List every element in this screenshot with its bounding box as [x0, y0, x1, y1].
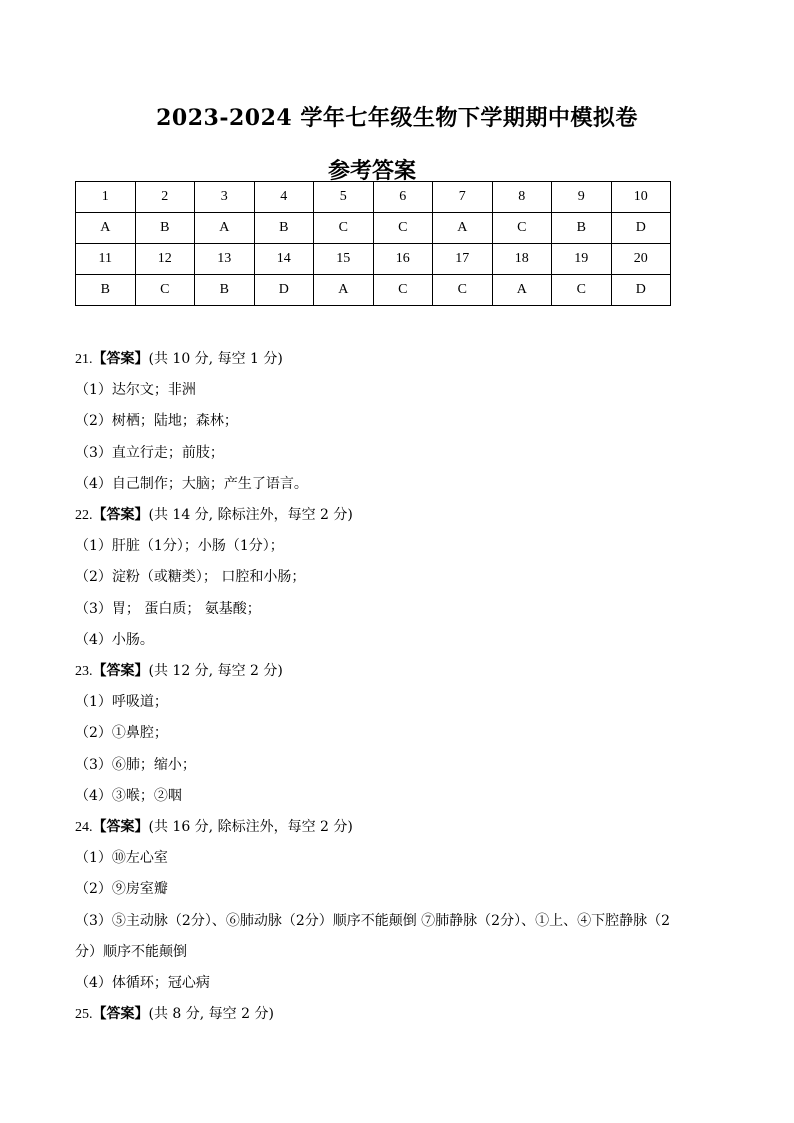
answer-letter-cell: C — [552, 275, 612, 306]
question-number-cell: 1 — [76, 182, 136, 213]
page-title: 2023-2024 学年七年级生物下学期期中模拟卷 — [156, 105, 638, 131]
answer-letter-cell: A — [433, 213, 493, 244]
answer-letter-cell: C — [314, 213, 374, 244]
question-tag: 【答案】 — [92, 663, 149, 680]
question-number-cell: 2 — [135, 182, 195, 213]
answer-letter-cell: A — [492, 275, 552, 306]
answer-line: （2）淀粉（或糖类）； 口腔和小肠； — [75, 569, 306, 586]
answer-letter-cell: A — [314, 275, 374, 306]
answer-line: （1）呼吸道； — [75, 694, 168, 711]
answer-line: （4）小肠。 — [75, 631, 154, 648]
answer-letter-cell: B — [254, 213, 314, 244]
question-note: (共 10 分, 每空 1 分) — [148, 351, 283, 367]
answer-table — [75, 181, 671, 306]
answer-line: （4）③喉；②咽 — [75, 787, 182, 804]
question-header — [75, 812, 675, 843]
question-number-cell: 16 — [373, 244, 433, 275]
question-number-cell: 3 — [195, 182, 255, 213]
answer-letter-cell: D — [611, 275, 671, 306]
question-number-cell: 18 — [492, 244, 552, 275]
question-header — [75, 500, 675, 531]
question-tag: 【答案】 — [92, 351, 149, 367]
answer-line: （4）体循环；冠心病 — [75, 975, 210, 992]
answer-letter-cell: C — [373, 275, 433, 306]
answer-letter-cell: C — [492, 213, 552, 244]
answer-letter-cell: C — [433, 275, 493, 306]
answer-letter-cell: A — [195, 213, 255, 244]
question-header — [75, 656, 675, 687]
question-number-row — [76, 244, 671, 275]
answer-line: （4）自己制作；大脑；产生了语言。 — [75, 475, 308, 492]
question-num: 24. — [75, 820, 93, 836]
question-note: (共 8 分, 每空 2 分) — [148, 1006, 274, 1023]
answer-letter-cell: A — [76, 213, 136, 244]
question-number-cell: 13 — [195, 244, 255, 275]
question-note: (共 12 分, 每空 2 分) — [148, 663, 283, 680]
question-note: (共 16 分, 除标注外，每空 2 分) — [148, 819, 353, 836]
page-subtitle: 参考答案 — [327, 158, 416, 184]
answer-line: （3）胃； 蛋白质； 氨基酸； — [75, 600, 261, 617]
question-number-cell: 14 — [254, 244, 314, 275]
question-number-cell: 15 — [314, 244, 374, 275]
answer-line: （2）⑨房室瓣 — [75, 881, 168, 898]
answer-letter-cell: D — [611, 213, 671, 244]
question-number-cell: 8 — [492, 182, 552, 213]
question-number-cell: 4 — [254, 182, 314, 213]
answer-letter-row — [76, 275, 671, 306]
answer-letter-row — [76, 213, 671, 244]
question-number-cell: 12 — [135, 244, 195, 275]
question-header — [75, 999, 675, 1030]
question-number-cell: 6 — [373, 182, 433, 213]
question-tag: 【答案】 — [92, 1006, 149, 1023]
question-tag: 【答案】 — [92, 507, 149, 524]
answer-line: （3）直立行走；前肢； — [75, 444, 224, 461]
question-number-row — [76, 182, 671, 213]
question-number-cell: 17 — [433, 244, 493, 275]
answer-line: （1）达尔文；非洲 — [75, 382, 196, 399]
answer-line: （1）⑩左心室 — [75, 850, 168, 867]
question-header — [75, 344, 675, 375]
question-num: 25. — [75, 1007, 93, 1023]
answer-line: （2）树栖；陆地；森林； — [75, 413, 238, 430]
question-tag: 【答案】 — [92, 819, 149, 836]
answer-letter-cell: B — [552, 213, 612, 244]
answer-letter-cell: B — [76, 275, 136, 306]
answer-letter-cell: C — [135, 275, 195, 306]
answer-letter-cell: B — [135, 213, 195, 244]
question-num: 21. — [75, 352, 93, 367]
answer-line: （2）①鼻腔； — [75, 725, 168, 742]
answer-line: （1）肝脏（1分）；小肠（1分）； — [75, 538, 284, 555]
answer-letter-cell: D — [254, 275, 314, 306]
question-number-cell: 11 — [76, 244, 136, 275]
question-note: (共 14 分, 除标注外，每空 2 分) — [148, 507, 353, 524]
answer-letter-cell: B — [195, 275, 255, 306]
question-number-cell: 5 — [314, 182, 374, 213]
question-number-cell: 19 — [552, 244, 612, 275]
answer-line: （3）⑤主动脉（2分）、⑥肺动脉（2分）顺序不能颠倒 ⑦肺静脉（2分）、①上、④下腔静脉（2 — [75, 912, 670, 929]
answer-line: 分）顺序不能颠倒 — [75, 943, 187, 960]
question-number-cell: 7 — [433, 182, 493, 213]
question-num: 22. — [75, 508, 93, 524]
answer-letter-cell: C — [373, 213, 433, 244]
question-num: 23. — [75, 664, 93, 680]
answer-line: （3）⑥肺；缩小； — [75, 756, 196, 773]
answer-content — [75, 344, 675, 1030]
question-number-cell: 20 — [611, 244, 671, 275]
question-number-cell: 9 — [552, 182, 612, 213]
question-number-cell: 10 — [611, 182, 671, 213]
